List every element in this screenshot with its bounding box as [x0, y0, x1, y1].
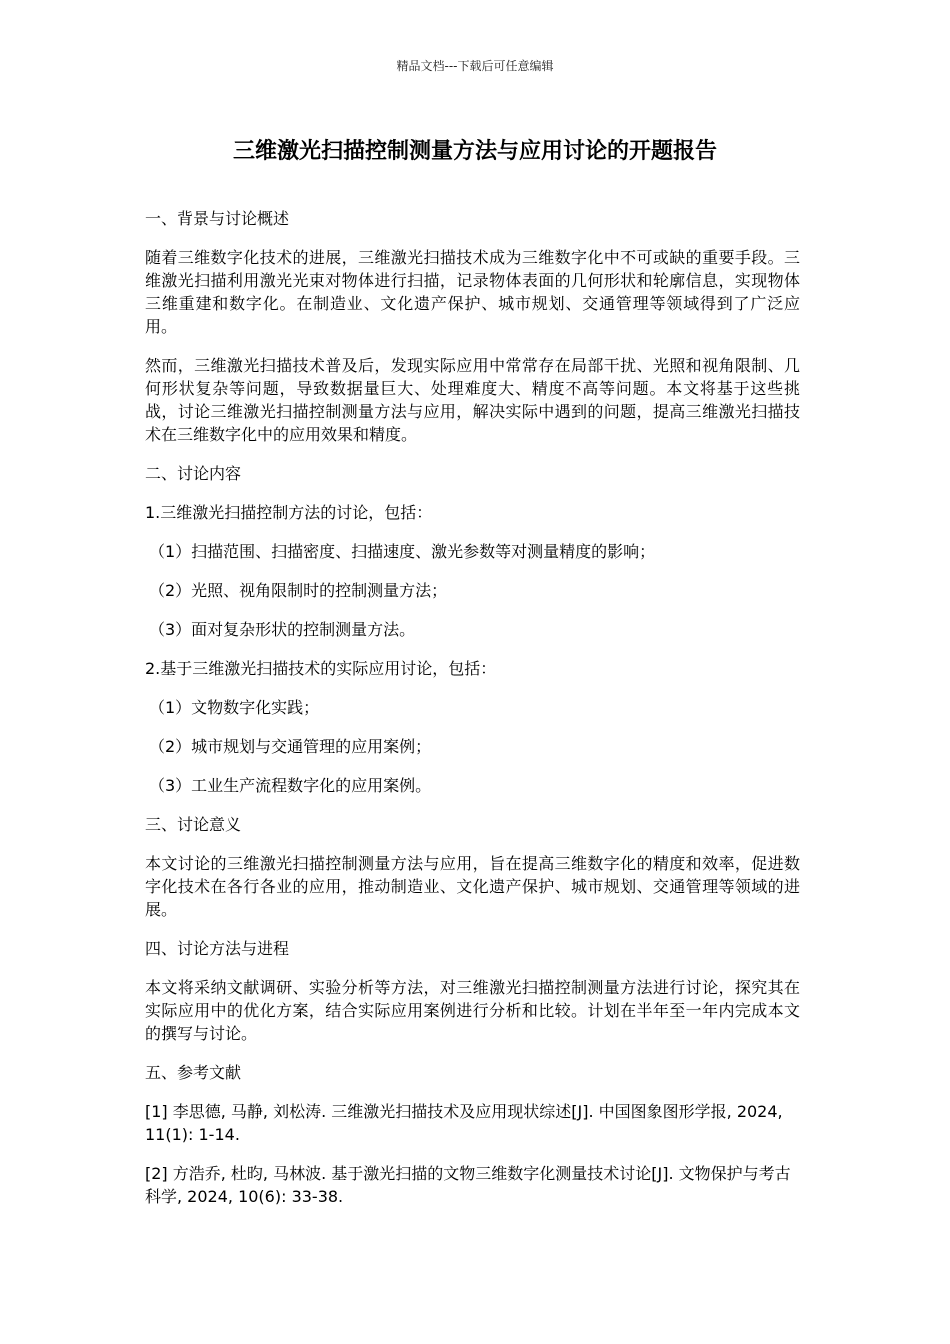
content-item-2: 2.基于三维激光扫描技术的实际应用讨论，包括： — [145, 659, 497, 678]
header-note: 精品文档---下载后可任意编辑 — [396, 59, 554, 73]
content-item-2-sub-3: （3）工业生产流程数字化的应用案例。 — [149, 776, 432, 795]
paragraph-methods: 本文将采纳文献调研、实验分析等方法，对三维激光扫描控制测量方法进行讨论，探究其在实际应用中的优化方案，结合实际应用案例进行分析和比较。计划在半年至一年内完成本文的撰写与讨论。 — [145, 978, 800, 1043]
reference-2: [2] 方浩乔, 杜昀, 马林波. 基于激光扫描的文物三维数字化测量技术讨论[J]. 文物保护与考古科学, 2024, 10(6): 33-38. — [145, 1164, 791, 1206]
paragraph-background-2: 然而，三维激光扫描技术普及后，发现实际应用中常常存在局部干扰、光照和视角限制、几何形状复杂等问题，导致数据量巨大、处理难度大、精度不高等问题。本文将基于这些挑战，讨论三维激光扫描控制测量方法与应用，解决实际中遇到的问题，提高三维激光扫描技术在三维数字化中的应用效果和精度。 — [145, 356, 800, 444]
content-item-1-sub-2: （2）光照、视角限制时的控制测量方法； — [149, 581, 448, 600]
reference-1: [1] 李思德, 马静, 刘松涛. 三维激光扫描技术及应用现状综述[J]. 中国图象图形学报, 2024, 11(1): 1-14. — [145, 1102, 783, 1144]
content-item-1-sub-3: （3）面对复杂形状的控制测量方法。 — [149, 620, 416, 639]
document-body — [145, 207, 800, 1224]
content-item-2-sub-2: （2）城市规划与交通管理的应用案例； — [149, 737, 432, 756]
section-heading-content: 二、讨论内容 — [145, 464, 242, 483]
section-heading-significance: 三、讨论意义 — [145, 815, 242, 834]
paragraph-significance: 本文讨论的三维激光扫描控制测量方法与应用，旨在提高三维数字化的精度和效率，促进数字化技术在各行各业的应用，推动制造业、文化遗产保护、城市规划、交通管理等领域的进展。 — [145, 854, 800, 919]
content-item-1: 1.三维激光扫描控制方法的讨论，包括： — [145, 503, 433, 522]
content-item-1-sub-1: （1）扫描范围、扫描密度、扫描速度、激光参数等对测量精度的影响； — [149, 542, 656, 561]
section-heading-references: 五、参考文献 — [145, 1063, 242, 1082]
section-heading-background: 一、背景与讨论概述 — [145, 209, 290, 228]
paragraph-background-1: 随着三维数字化技术的进展，三维激光扫描技术成为三维数字化中不可或缺的重要手段。三维激光扫描利用激光光束对物体进行扫描，记录物体表面的几何形状和轮廓信息，实现物体三维重建和数字化。在制造业、文化遗产保护、城市规划、交通管理等领域得到了广泛应用。 — [145, 248, 800, 336]
content-item-2-sub-1: （1）文物数字化实践； — [149, 698, 320, 717]
document-title: 三维激光扫描控制测量方法与应用讨论的开题报告 — [232, 139, 717, 164]
section-heading-methods: 四、讨论方法与进程 — [145, 939, 290, 958]
